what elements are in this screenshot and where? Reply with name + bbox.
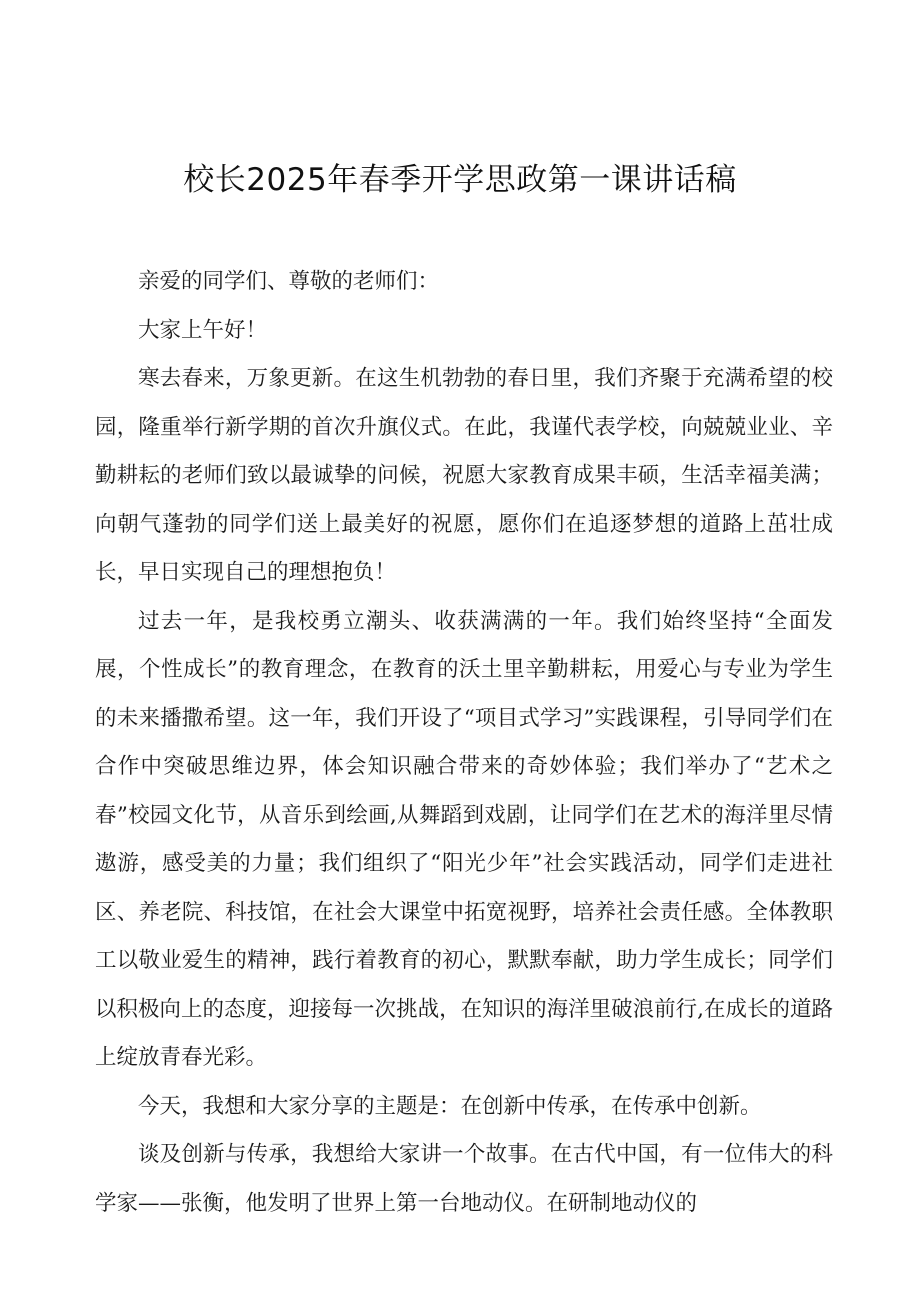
- document-title: 校长2025年春季开学思政第一课讲话稿: [183, 162, 737, 198]
- paragraph-opening: 寒去春来，万象更新。在这生机勃勃的春日里，我们齐聚于充满希望的校园，隆重举行新学期的首次升旗仪式。在此，我谨代表学校，向兢兢业业、辛勤耕耘的老师们致以最诚挚的问候，祝愿大家教育成果丰硕，生活幸福美满；向朝气蓬勃的同学们送上最美好的祝愿，愿你们在追逐梦想的道路上茁壮成长，早日实现自己的理想抱负！: [95, 366, 833, 585]
- document-body: [95, 258, 833, 1228]
- paragraph-theme: 今天，我想和大家分享的主题是：在创新中传承，在传承中创新。: [138, 1093, 762, 1119]
- salutation: 亲爱的同学们、尊敬的老师们：: [138, 269, 440, 294]
- paragraph-story: 谈及创新与传承，我想给大家讲一个故事。在古代中国，有一位伟大的科学家——张衡，他发明了世界上第一台地动仪。在研制地动仪的: [95, 1142, 833, 1216]
- greeting: 大家上午好！: [138, 317, 268, 343]
- paragraph-review: 过去一年，是我校勇立潮头、收获满满的一年。我们始终坚持“全面发展，个性成长”的教育理念，在教育的沃土里辛勤耕耘，用爱心与专业为学生的未来播撒希望。这一年，我们开设了“项目式学习”实践课程，引导同学们在合作中突破思维边界，体会知识融合带来的奇妙体验；我们举办了“艺术之春”校园文化节，从音乐到绘画,从舞蹈到戏剧，让同学们在艺术的海洋里尽情遨游，感受美的力量；我们组织了“阳光少年”社会实践活动，同学们走进社区、养老院、科技馆，在社会大课堂中拓宽视野，培养社会责任感。全体教职工以敬业爱生的精神，践行着教育的初心，默默奉献，助力学生成长；同学们以积极向上的态度，迎接每一次挑战，在知识的海洋里破浪前行,在成长的道路上绽放青春光彩。: [95, 608, 833, 1070]
